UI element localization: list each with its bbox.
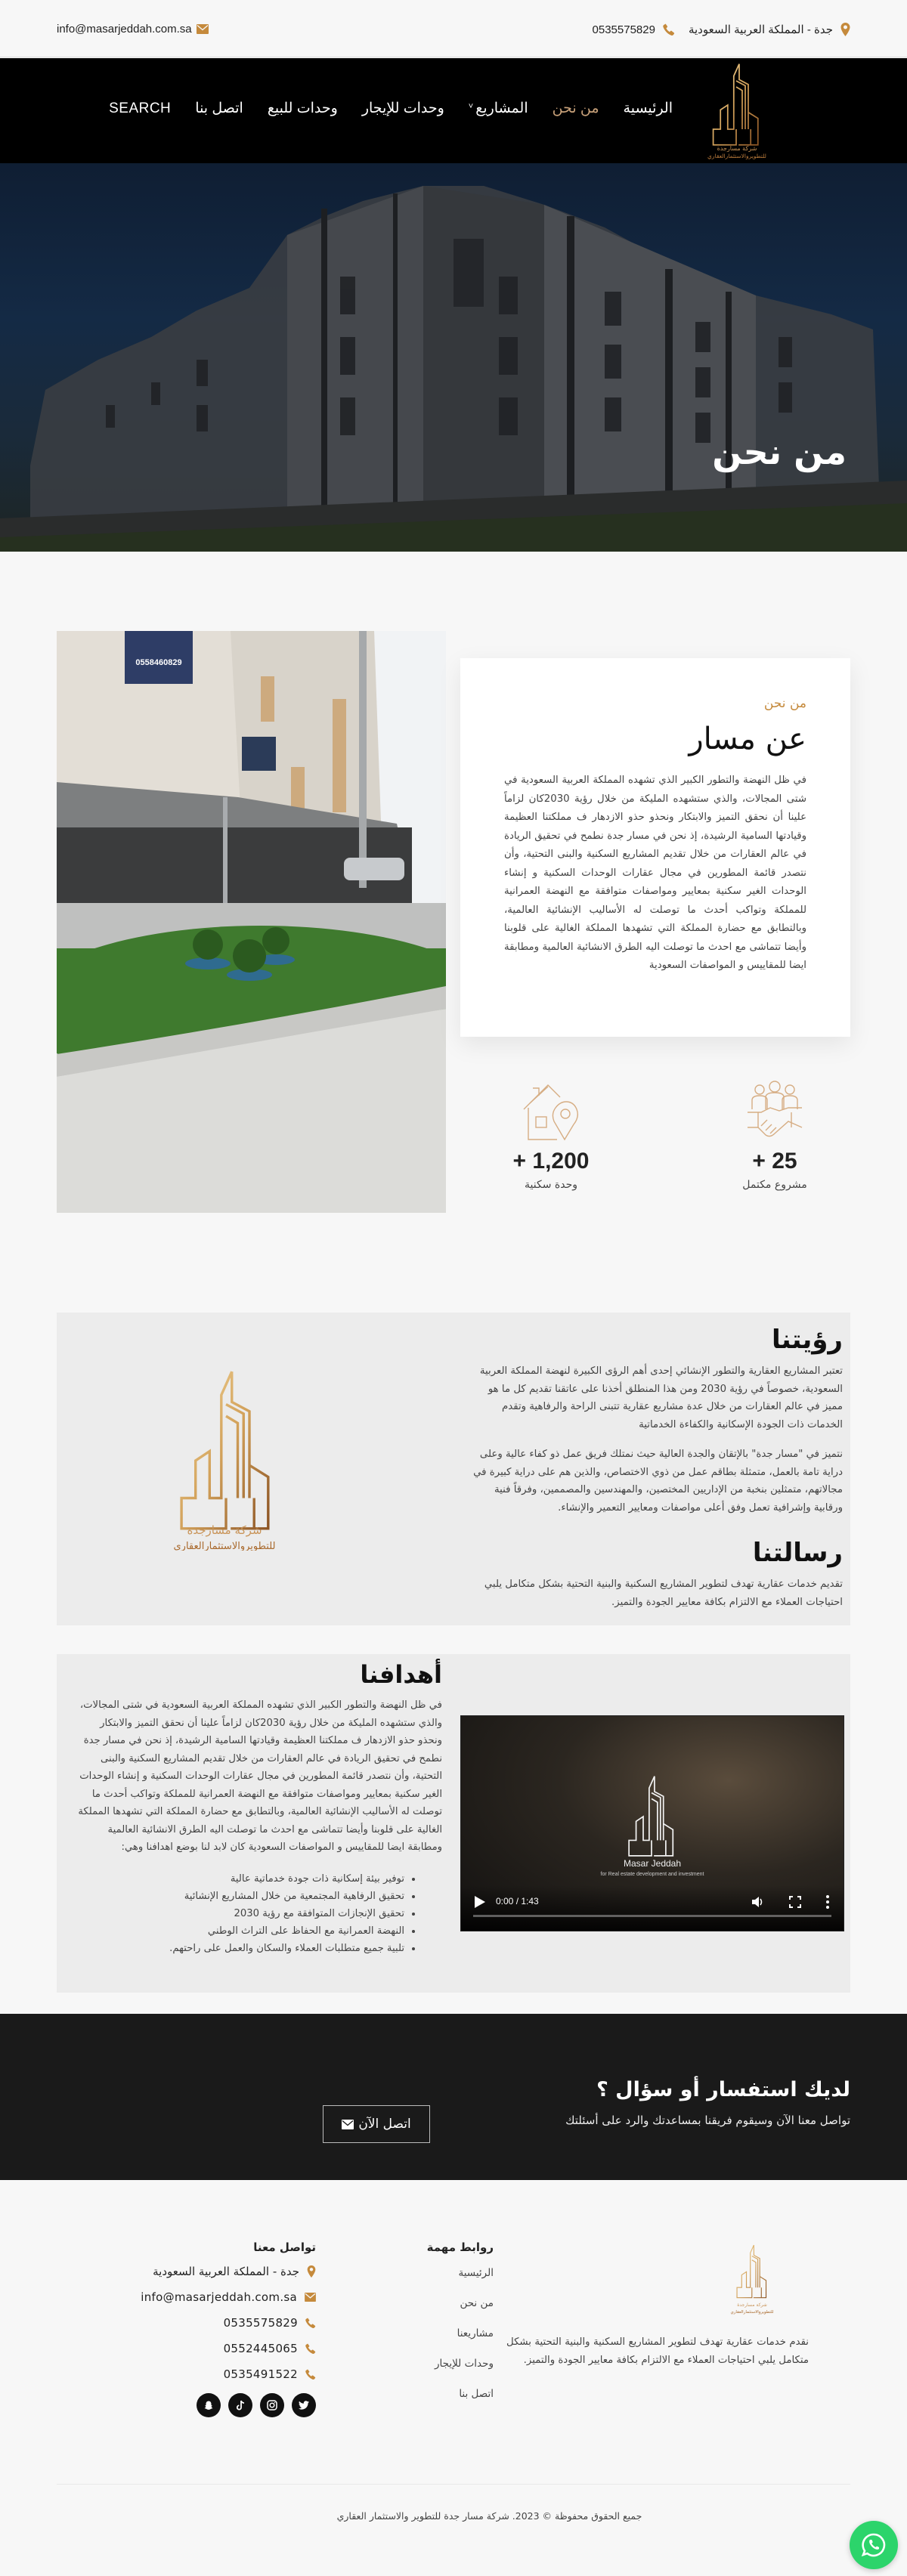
footer-phone-2[interactable] — [119, 2342, 316, 2355]
stat-label: مشروع مكتمل — [742, 1179, 807, 1191]
copyright-text: جميع الحقوق محفوظة © 2023. شركة مسار جدة للتطوير والاستثمار العقاري — [336, 2510, 642, 2522]
video-brand-subtitle: for Real estate development and investment — [600, 1872, 704, 1877]
stats-row — [460, 1081, 850, 1217]
video-progress-bar[interactable] — [473, 1915, 831, 1917]
company-video-player[interactable] — [460, 1715, 844, 1931]
envelope-icon — [197, 24, 209, 34]
logo-line1: شركة مسارجدة — [187, 1523, 262, 1537]
nav-item-sale-units[interactable]: وحدات للبيع — [267, 101, 338, 116]
footer-phone-1[interactable] — [119, 2316, 316, 2330]
more-options-icon[interactable] — [825, 1894, 830, 1910]
footer-address — [119, 2265, 316, 2278]
goal-item: • النهضة العمرانية مع الحفاظ على التراث الوطني — [76, 1922, 404, 1940]
stat-completed-projects — [699, 1081, 850, 1191]
video-controls — [461, 1885, 844, 1931]
twitter-icon[interactable] — [292, 2393, 316, 2417]
footer-phone-text: 0535575829 — [223, 2316, 298, 2330]
envelope-icon — [305, 2293, 316, 2302]
play-icon[interactable] — [475, 1896, 485, 1908]
contact-now-button[interactable] — [323, 2105, 430, 2143]
page-hero — [0, 163, 907, 552]
volume-icon[interactable] — [751, 1895, 764, 1909]
topbar-email-link[interactable]: info@masarjeddah.com.sa — [57, 23, 192, 36]
footer-email[interactable] — [119, 2290, 316, 2304]
topbar-contact-info — [593, 23, 850, 36]
snapchat-icon[interactable] — [197, 2393, 221, 2417]
stat-residential-units — [475, 1081, 627, 1191]
phone-icon — [305, 2343, 316, 2354]
topbar-phone-link[interactable]: 0535575829 — [592, 23, 655, 36]
goals-text: في ظل النهضة والتطور الكبير الذي تشهده المملكة العربية السعودية في شتى المجالات، والذي ستشهده المليكة من خلال رؤية 2030كان لزاماً علينا أن نحقق التميز والابتكار ونحذو حذو الازدهار ف مملكتنا العظيمة وقيادتها السامية الرشيدة، إذ نحن في مسار جدة نطمح في تحقيق الريادة في عالم العقارات من خلال تقديم المشاريع السكنية والبنى التحتية، وأن نتصدر قائمة المطورين في مجال عقارات الوحدات السكنية و إنشاء الوحدات الغير سكنية بمعايير ومواصفات متوافقة مع النهضة العمرانية للمملكة وتواكب أحدث ما توصلت له الأساليب الإنشائية العالمية، وبالتطابق مع حضارة المملكة التي تشهدها المملكة الغالية على قلوبنا وأيضا تتماشى مع احدث ما توصلت اليه الطرق الانشائية العالمية ومطابقة ايضا للمقاييس و المواصفات السعودية كان لابد لنا بوضع اهدافنا وهي: — [78, 1699, 442, 1853]
nav-item-rent-units[interactable]: وحدات للإيجار — [361, 101, 444, 116]
phone-icon — [305, 2318, 316, 2328]
footer-link-contact[interactable]: اتصل بنا — [459, 2388, 494, 2400]
svg-text:شركة مسارجدة: شركة مسارجدة — [717, 145, 757, 152]
stat-label: وحدة سكنية — [525, 1179, 577, 1191]
goal-item: • تحقيق الإنجازات المتوافقة مع رؤية 2030 — [76, 1905, 404, 1922]
stat-value: + 25 — [752, 1149, 797, 1174]
svg-text:شركة مسارجدة: شركة مسارجدة — [737, 2302, 767, 2308]
tiktok-icon[interactable] — [228, 2393, 252, 2417]
goal-item: • توفير بيئة إسكانية ذات جودة خدماتية عالية — [76, 1870, 404, 1888]
phone-icon — [663, 23, 675, 36]
cta-subtitle: تواصل معنا الآن وسيقوم فريقنا بمساعدتك والرد على أسئلتك — [565, 2114, 850, 2127]
map-marker-icon — [307, 2265, 316, 2278]
contact-cta-band — [0, 2014, 907, 2180]
envelope-icon — [342, 2120, 354, 2129]
site-footer — [0, 2180, 907, 2576]
whatsapp-float-button[interactable] — [850, 2521, 898, 2569]
logo-line2: للتطويروالاستثمارالعقاري — [173, 1541, 276, 1551]
top-bar — [0, 0, 907, 57]
about-card — [460, 658, 850, 1037]
sign-phone-number: 0558460829 — [135, 658, 182, 667]
chevron-down-icon: ˅ — [468, 101, 474, 111]
video-brand-name: Masar Jeddah — [623, 1858, 682, 1869]
hero-title: من نحن — [712, 431, 847, 472]
nav-item-projects-label: المشاريع — [475, 101, 528, 116]
main-navbar — [0, 58, 907, 163]
instagram-icon[interactable] — [260, 2393, 284, 2417]
vision-title: رؤيتنا — [772, 1325, 843, 1355]
vision-mission-content — [472, 1313, 843, 1611]
cta-title: لديك استفسار أو سؤال ؟ — [596, 2078, 850, 2101]
svg-text:للتطويروالاستثمارالعقاري: للتطويروالاستثمارالعقاري — [730, 2310, 774, 2315]
goals-title: أهدافنا — [360, 1660, 442, 1689]
footer-email-text: info@masarjeddah.com.sa — [141, 2290, 297, 2304]
vision-paragraph: نتميز في "مسار جدة" بالإتقان والجدة العالية حيث نمتلك فريق عمل ذو كفاء عالية وعلى دراية تامة بالعمل، متمثلة بطاقم عمل من ذوي الاختصاص، والذين هم على دراية كبيرة في مجالاتهم، متمثلين بنخبة من الإداريين المختصين، والمهندسين والمصممين، وفرقاً فنية ورقابية وإشرافية تعمل وفق أعلى مواصفات ومعايير التعمير والإنشاء. — [473, 1449, 843, 1514]
goal-item: • تحقيق الرفاهية المجتمعية من خلال المشاريع الإنشائية — [76, 1888, 404, 1905]
hero-building-image — [0, 163, 907, 552]
nav-item-about[interactable]: من نحن — [552, 101, 599, 116]
footer-phone-text: 0552445065 — [223, 2342, 298, 2355]
footer-link-home[interactable]: الرئيسية — [458, 2267, 494, 2279]
footer-link-projects[interactable]: مشاريعنا — [457, 2327, 494, 2339]
goal-item: • تلبية جميع متطلبات العملاء والسكان والعمل على راحتهم. — [76, 1940, 404, 1957]
map-marker-icon — [840, 23, 850, 36]
footer-links-list — [418, 2266, 494, 2401]
footer-contact-column — [119, 2240, 316, 2417]
nav-menu — [109, 100, 673, 117]
footer-divider — [57, 2484, 850, 2485]
footer-contact-title: تواصل معنا — [253, 2240, 316, 2254]
footer-phone-3[interactable] — [119, 2367, 316, 2381]
topbar-email — [57, 23, 209, 36]
about-building-photo — [57, 631, 446, 1213]
house-location-icon — [475, 1081, 627, 1141]
vision-mission-section — [57, 1313, 850, 1625]
site-logo[interactable] — [703, 63, 771, 159]
fullscreen-icon[interactable] — [788, 1895, 802, 1909]
footer-link-about[interactable]: من نحن — [460, 2297, 494, 2309]
topbar-address: جدة - المملكة العربية السعودية — [688, 23, 833, 36]
mission-title: رسالتنا — [752, 1538, 843, 1568]
footer-links-column — [418, 2240, 494, 2417]
goals-content — [76, 1654, 442, 1957]
social-links — [119, 2393, 316, 2417]
contact-now-label: اتصل الآن — [358, 2117, 411, 2132]
svg-text:للتطويروالاستثمارالعقاري: للتطويروالاستثمارالعقاري — [707, 153, 766, 159]
nav-item-projects[interactable] — [469, 100, 528, 117]
footer-logo[interactable] — [726, 2244, 779, 2316]
handshake-team-icon — [699, 1081, 850, 1141]
nav-item-search[interactable]: SEARCH — [109, 100, 172, 116]
nav-item-contact[interactable]: اتصل بنا — [195, 101, 243, 116]
footer-phone-text: 0535491522 — [223, 2367, 298, 2381]
footer-link-rent-units[interactable]: وحدات للإيجار — [435, 2358, 494, 2370]
goals-list — [76, 1870, 442, 1957]
company-logo-large — [170, 1369, 280, 1551]
video-time: 0:00 / 1:43 — [496, 1896, 539, 1906]
footer-contact-list — [119, 2265, 316, 2381]
about-eyebrow: من نحن — [763, 696, 806, 711]
footer-links-title: روابط مهمة — [426, 2240, 494, 2254]
footer-about-text: نقدم خدمات عقارية تهدف لتطوير المشاريع السكنية والبنية التحتية بشكل متكامل يلبي احتياجات العملاء مع الالتزام بكافة معايير الجودة والتميز. — [506, 2336, 809, 2366]
about-text: في ظل النهضة والتطور الكبير الذي تشهده المملكة العربية السعودية في شتى المجالات، والذي ستشهده المليكة من خلال رؤية 2030كان لزاماً علينا أن نحقق التميز والابتكار ونحذو حذو الازدهار ف مملكتنا العظيمة وقيادتها السامية الرشيدة، إذ نحن في مسار جدة نطمح في تحقيق الريادة في عالم العقارات من خلال تقديم المشاريع السكنية والبنى التحتية، وأن نتصدر قائمة المطورين في مجال عقارات الوحدات السكنية و إنشاء الوحدات الغير سكنية بمعايير ومواصفات متوافقة مع النهضة العمرانية للمملكة وتواكب أحدث ما توصلت له الأساليب الإنشائية العالمية، وبالتطابق مع حضارة المملكة التي تشهدها المملكة الغالية على قلوبنا وأيضا تتماشى مع احدث ما توصلت اليه الطرق الانشائية العالمية ومطابقة ايضا للمقاييس و المواصفات السعودية — [504, 775, 806, 971]
phone-icon — [305, 2369, 316, 2380]
about-title: عن مسار — [689, 722, 806, 756]
whatsapp-icon — [860, 2531, 887, 2559]
nav-item-home[interactable]: الرئيسية — [623, 101, 673, 116]
footer-address-text: جدة - المملكة العربية السعودية — [153, 2265, 299, 2278]
vision-paragraph: تعتبر المشاريع العقارية والتطور الإنشائي إحدى أهم الرؤى الكبيرة لنهضة المملكة العربية السعودية، خصوصاً في رؤية 2030 ومن هذا المنطلق أخذنا على عاتقنا تقديم كل ما هو مميز في عالم العقارات من خلال عدة مشاريع عقارية تتبنى الراحة والرفاهية وتقدم الخدمات ذات الجودة الإسكانية والكفاءة الخدماتية — [479, 1365, 843, 1430]
stat-value: + 1,200 — [512, 1149, 590, 1174]
video-logo — [623, 1775, 680, 1858]
mission-text: تقديم خدمات عقارية تهدف لتطوير المشاريع السكنية والبنية التحتية بشكل متكامل يلبي احتياجات العملاء مع الالتزام بكافة معايير الجودة والتميز. — [484, 1579, 843, 1608]
